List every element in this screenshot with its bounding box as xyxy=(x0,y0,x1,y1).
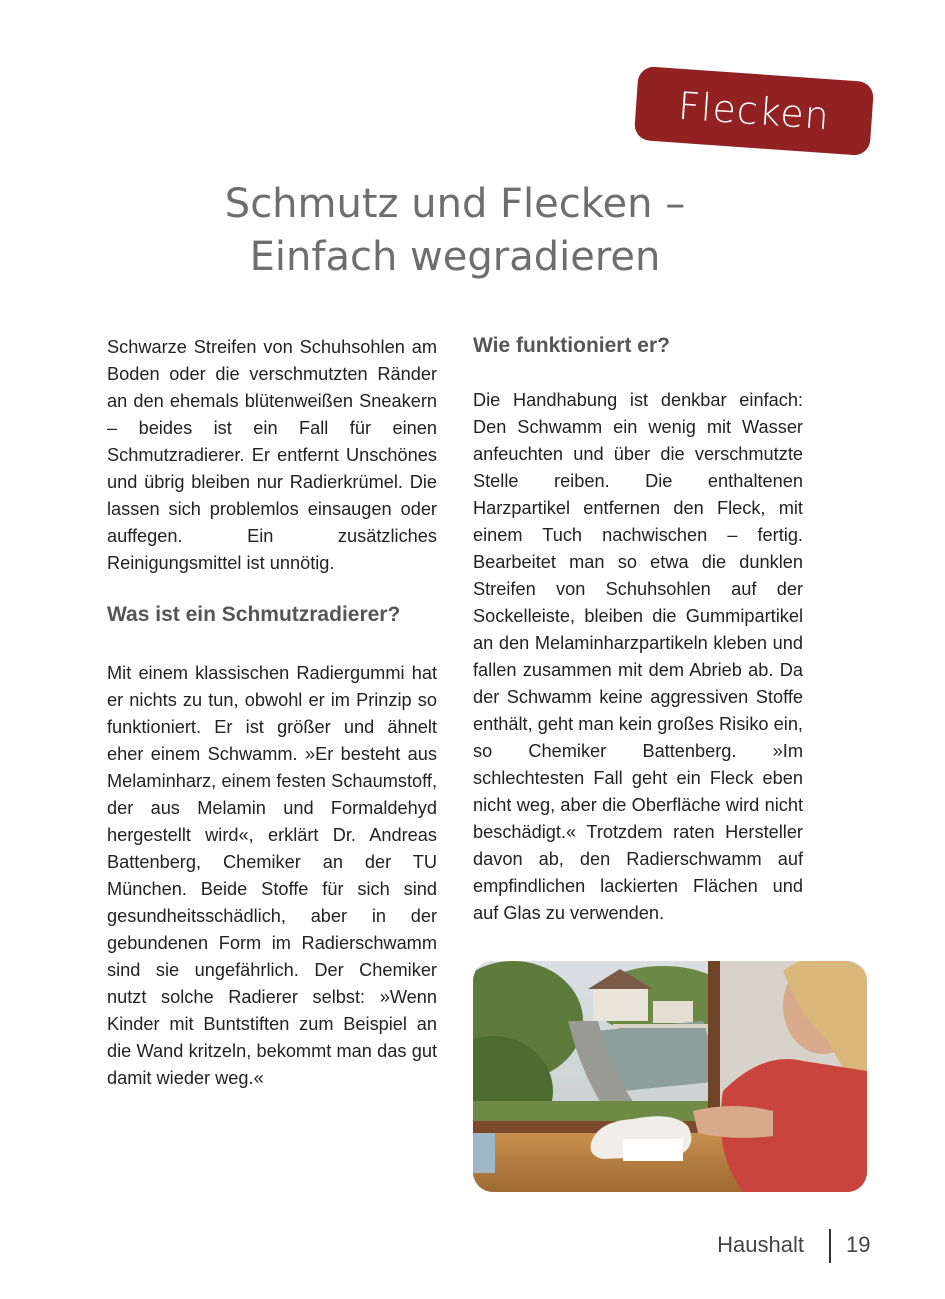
photo-illustration xyxy=(473,961,867,1192)
category-tag xyxy=(634,66,875,156)
page-title xyxy=(0,178,910,284)
category-tag-label: Flecken xyxy=(676,83,832,139)
column-right-body xyxy=(473,387,803,927)
body-paragraph-right: Die Handhabung ist denkbar einfach: Den Schwamm ein wenig mit Wasser anfeuchten und über die verschmutzte Stelle reiben. Die enthaltenen Harzpartikel entfernen den Fleck, mit einem Tuch nachwischen – fertig. Bearbeitet man so etwa die dunklen Streifen von Schuhsohlen auf der Sockelleiste, bleiben die Gummipartikel an den Melaminharzpartikeln kleben und fallen zusammen mit dem Abrieb ab. Da der Schwamm keine aggressiven Stoffe enthält, geht man kein großes Risiko ein, so Chemiker Battenberg. »Im schlechtesten Fall geht ein Fleck eben nicht weg, aber die Oberfläche wird nicht beschädigt.« Trotzdem raten Hersteller davon ab, den Radierschwamm auf empfindlichen lackierten Flächen und auf Glas zu verwenden. xyxy=(473,390,803,923)
column-left-intro xyxy=(107,334,437,577)
footer-section-name: Haushalt xyxy=(717,1232,804,1257)
heading-was-ist: Was ist ein Schmutzradierer? xyxy=(107,603,401,626)
title-line-2: Einfach wegradieren xyxy=(249,234,661,280)
title-line-1: Schmutz und Flecken – xyxy=(224,181,686,227)
column-left-body xyxy=(107,660,437,1092)
body-paragraph-left: Mit einem klassischen Radiergummi hat er nichts zu tun, obwohl er im Prinzip so funktioniert. Er ist größer und ähnelt eher einem Schwamm. »Er besteht aus Melaminharz, einem festen Schaumstoff, der aus Melamin und Formaldehyd hergestellt wird«, erklärt Dr. Andreas Battenberg, Chemiker an der TU München. Beide Stoffe für sich sind gesundheitsschädlich, aber in der gebundenen Form im Radierschwamm sind sie ungefährlich. Der Chemiker nutzt solche Radierer selbst: »Wenn Kinder mit Buntstiften zum Beispiel an die Wand kritzeln, bekommt man das gut damit wieder weg.« xyxy=(107,663,437,1088)
intro-paragraph: Schwarze Streifen von Schuhsohlen am Boden oder die verschmutzten Ränder an den ehemals blütenweißen Sneakern – beides ist ein Fall für einen Schmutzradierer. Er entfernt Unschönes und übrig bleiben nur Radierkrümel. Die lassen sich problemlos einsaugen oder auffegen. Ein zusätzliches Reinigungsmittel ist unnötig. xyxy=(107,337,437,573)
heading-wie-funktioniert: Wie funktioniert er? xyxy=(473,334,670,357)
footer-divider xyxy=(829,1229,831,1263)
page-number: 19 xyxy=(846,1232,871,1257)
photo-woman-cleaning-sneaker xyxy=(473,961,867,1192)
